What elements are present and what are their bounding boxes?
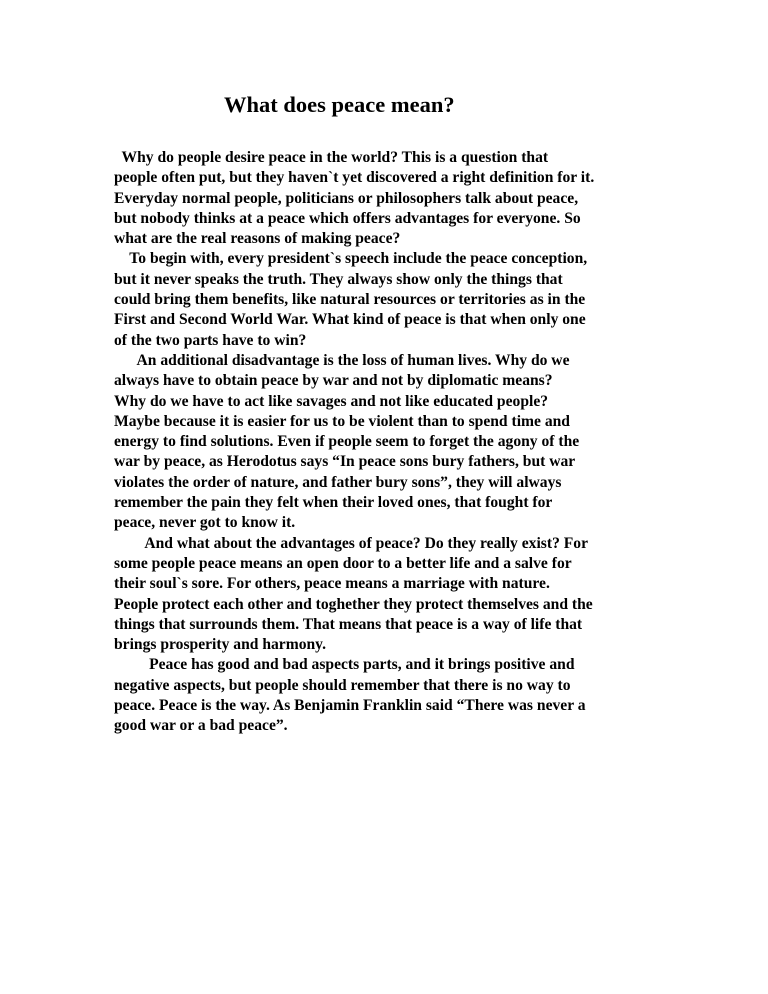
text-line: could bring them benefits, like natural resources or territories as in the <box>114 291 586 309</box>
document-title: What does peace mean? <box>224 92 455 117</box>
text-line: things that surrounds them. That means that peace is a way of life that <box>114 615 583 633</box>
text-line: negative aspects, but people should remember that there is no way to <box>114 676 571 694</box>
text-line: Why do people desire peace in the world? This is a question that <box>114 149 549 166</box>
text-line: some people peace means an open door to a better life and a salve for <box>114 554 572 572</box>
text-line: of the two parts have to win? <box>114 331 307 349</box>
text-line: remember the pain they felt when their loved ones, that fought for <box>114 494 553 512</box>
text-line: peace. Peace is the way. As Benjamin Franklin said “There was never a <box>114 697 586 715</box>
text-line: To begin with, every president`s speech include the peace conception, <box>114 250 588 268</box>
text-line: Maybe because it is easier for us to be violent than to spend time and <box>114 412 570 430</box>
text-line: brings prosperity and harmony. <box>114 636 326 654</box>
text-line: First and Second World War. What kind of peace is that when only one <box>114 311 586 329</box>
text-line: peace, never got to know it. <box>114 514 296 532</box>
text-line: what are the real reasons of making peace? <box>114 230 401 248</box>
text-line: people often put, but they haven`t yet discovered a right definition for it. <box>114 169 595 187</box>
essay-body <box>114 148 659 737</box>
text-line: always have to obtain peace by war and not by diplomatic means? <box>114 372 553 390</box>
text-line: And what about the advantages of peace? Do they really exist? For <box>114 534 589 552</box>
text-line: Peace has good and bad aspects parts, and it brings positive and <box>114 656 575 674</box>
text-line: but it never speaks the truth. They always show only the things that <box>114 270 563 288</box>
text-line: violates the order of nature, and father bury sons”, they will always <box>114 473 562 491</box>
text-line: good war or a bad peace”. <box>114 717 288 735</box>
text-line: Everyday normal people, politicians or philosophers talk about peace, <box>114 189 579 207</box>
text-line: An additional disadvantage is the loss of human lives. Why do we <box>114 351 570 369</box>
text-line: Why do we have to act like savages and not like educated people? <box>114 392 549 410</box>
text-line: their soul`s sore. For others, peace means a marriage with nature. <box>114 575 550 593</box>
text-line: energy to find solutions. Even if people seem to forget the agony of the <box>114 433 580 451</box>
text-line: war by peace, as Herodotus says “In peace sons bury fathers, but war <box>114 453 576 471</box>
text-line: People protect each other and toghether they protect themselves and the <box>114 595 593 613</box>
text-line: but nobody thinks at a peace which offers advantages for everyone. So <box>114 209 581 227</box>
